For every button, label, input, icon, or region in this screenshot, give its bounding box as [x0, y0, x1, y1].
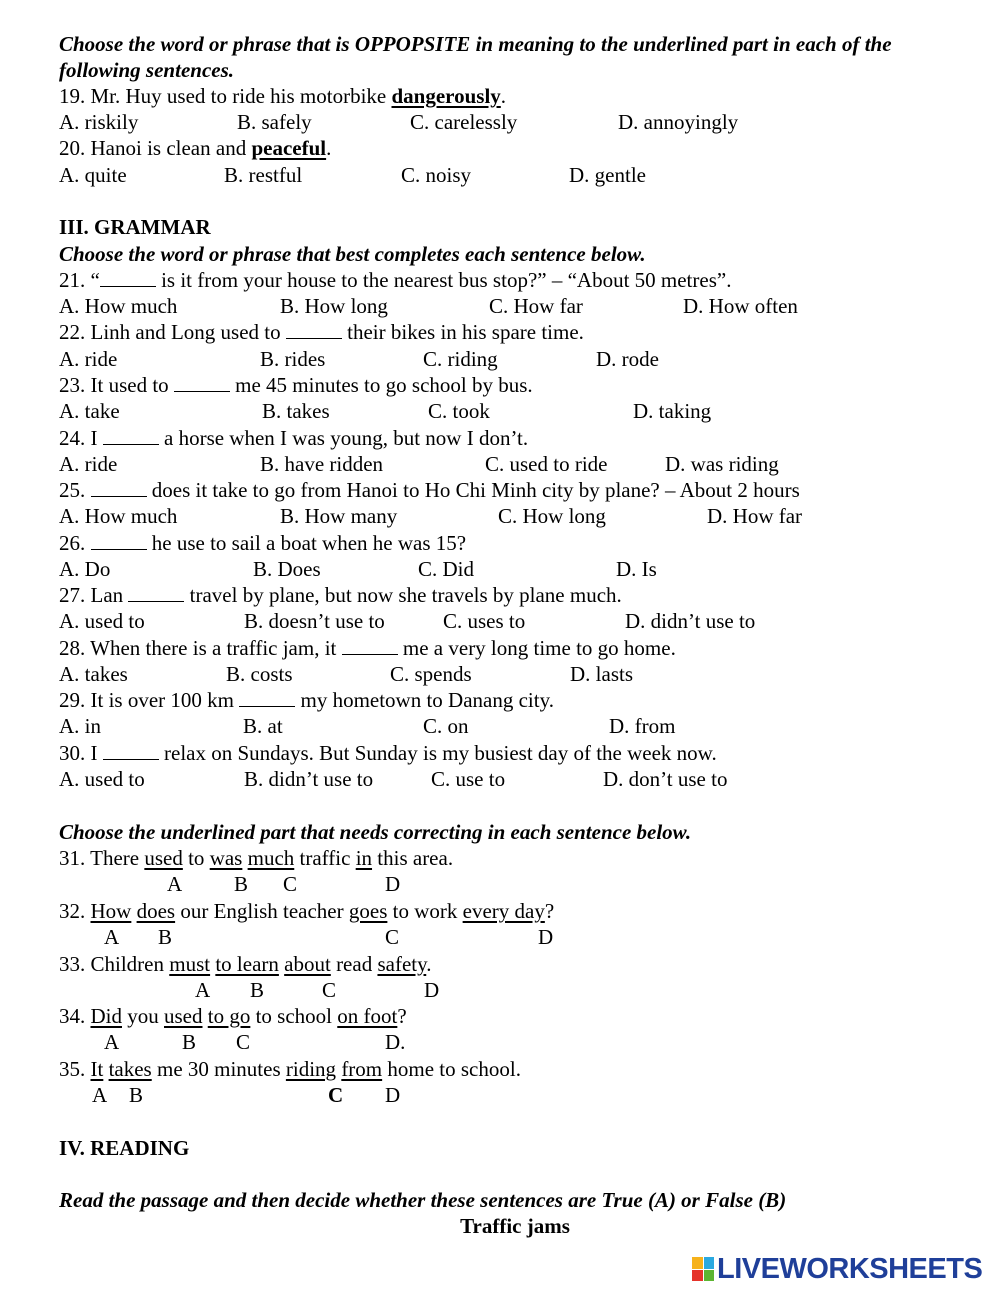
liveworksheets-logo	[692, 1254, 988, 1284]
q33-label-c: C	[322, 978, 337, 1002]
q32-label-d: D	[538, 925, 554, 949]
q25-option-d[interactable]: D. How far	[707, 504, 803, 528]
instruction-opposite: Choose the word or phrase that is OPPOPSITE in meaning to the underlined part in each of the	[59, 32, 892, 56]
q23-option-c[interactable]: C. took	[428, 399, 490, 423]
reading-heading: IV. READING	[59, 1136, 190, 1160]
question-20: 20. Hanoi is clean and peaceful.	[59, 136, 332, 160]
part-d[interactable]: on foot	[337, 1004, 398, 1028]
q19-option-c[interactable]: C. carelessly	[410, 110, 518, 134]
q27-option-b[interactable]: B. doesn’t use to	[244, 609, 385, 633]
q33-label-b: B	[250, 978, 265, 1002]
question-26: 26. he use to sail a boat when he was 15?	[59, 531, 467, 555]
instruction-grammar: Choose the word or phrase that best completes each sentence below.	[59, 242, 646, 266]
q30-option-b[interactable]: B. didn’t use to	[244, 767, 374, 791]
q33-label-d: D	[424, 978, 440, 1002]
q20-option-a[interactable]: A. quite	[59, 163, 127, 187]
q19-option-b[interactable]: B. safely	[237, 110, 312, 134]
part-b[interactable]: takes	[108, 1057, 152, 1081]
question-23: 23. It used to me 45 minutes to go school by bus.	[59, 373, 533, 397]
q35-label-c: C	[328, 1083, 344, 1107]
part-c[interactable]: about	[284, 952, 331, 976]
part-b[interactable]: was	[209, 846, 243, 870]
part-b[interactable]: used	[164, 1004, 203, 1028]
question-33: 33. Children must to learn about read safety.	[59, 952, 432, 976]
question-22: 22. Linh and Long used to their bikes in his spare time.	[59, 320, 584, 344]
q31-label-c: C	[283, 872, 298, 896]
answer-blank[interactable]	[128, 583, 184, 602]
q30-option-a[interactable]: A. used to	[59, 767, 145, 791]
q27-option-a[interactable]: A. used to	[59, 609, 145, 633]
answer-blank[interactable]	[239, 688, 295, 707]
part-d[interactable]: safety	[377, 952, 427, 976]
q24-option-a[interactable]: A. ride	[59, 452, 118, 476]
q19-option-a[interactable]: A. riskily	[59, 110, 139, 134]
q27-option-d[interactable]: D. didn’t use to	[625, 609, 756, 633]
part-c[interactable]: riding	[285, 1057, 337, 1081]
question-32: 32. How does our English teacher goes to work every day?	[59, 899, 555, 923]
q22-option-a[interactable]: A. ride	[59, 347, 118, 371]
liveworksheets-logo-icon	[692, 1257, 714, 1281]
q29-option-b[interactable]: B. at	[243, 714, 283, 738]
q23-option-d[interactable]: D. taking	[633, 399, 712, 423]
q26-option-c[interactable]: C. Did	[418, 557, 475, 581]
grammar-heading: III. GRAMMAR	[59, 215, 211, 239]
q19-option-d[interactable]: D. annoyingly	[618, 110, 739, 134]
part-c[interactable]: much	[247, 846, 295, 870]
answer-blank[interactable]	[91, 478, 147, 497]
q31-label-d: D	[385, 872, 401, 896]
part-a[interactable]: How	[90, 899, 132, 923]
q35-label-d: D	[385, 1083, 401, 1107]
part-a[interactable]: used	[144, 846, 183, 870]
q32-label-b: B	[158, 925, 173, 949]
q24-option-d[interactable]: D. was riding	[665, 452, 779, 476]
q26-option-a[interactable]: A. Do	[59, 557, 111, 581]
q29-option-d[interactable]: D. from	[609, 714, 676, 738]
q35-label-a: A	[92, 1083, 108, 1107]
q31-label-b: B	[234, 872, 249, 896]
q22-option-c[interactable]: C. riding	[423, 347, 498, 371]
question-21: 21. “ is it from your house to the nearest bus stop?” – “About 50 metres”.	[59, 268, 732, 292]
liveworksheets-logo-text: LIVEWORKSHEETS	[717, 1253, 983, 1285]
part-d[interactable]: every day	[462, 899, 545, 923]
q35-label-b: B	[129, 1083, 144, 1107]
part-a[interactable]: must	[169, 952, 211, 976]
answer-blank[interactable]	[100, 268, 156, 287]
answer-blank[interactable]	[103, 426, 159, 445]
q33-label-a: A	[195, 978, 211, 1002]
keyword-peaceful: peaceful	[251, 136, 327, 160]
q26-option-b[interactable]: B. Does	[253, 557, 321, 581]
part-c[interactable]: goes	[348, 899, 388, 923]
q20-option-c[interactable]: C. noisy	[401, 163, 472, 187]
q22-option-d[interactable]: D. rode	[596, 347, 659, 371]
q25-option-b[interactable]: B. How many	[280, 504, 398, 528]
q26-option-d[interactable]: D. Is	[616, 557, 657, 581]
q20-option-b[interactable]: B. restful	[224, 163, 303, 187]
q21-option-d[interactable]: D. How often	[683, 294, 798, 318]
question-31: 31. There used to was much traffic in this area.	[59, 846, 454, 870]
q22-option-b[interactable]: B. rides	[260, 347, 326, 371]
q25-option-a[interactable]: A. How much	[59, 504, 178, 528]
keyword-dangerously: dangerously	[391, 84, 501, 108]
q20-option-d[interactable]: D. gentle	[569, 163, 646, 187]
question-19: 19. Mr. Huy used to ride his motorbike dangerously.	[59, 84, 507, 108]
q24-option-c[interactable]: C. used to ride	[485, 452, 608, 476]
q28-option-d[interactable]: D. lasts	[570, 662, 633, 686]
q34-label-c: C	[236, 1030, 251, 1054]
passage-title: Traffic jams	[460, 1214, 570, 1238]
q29-option-a[interactable]: A. in	[59, 714, 101, 738]
q30-option-d[interactable]: D. don’t use to	[603, 767, 728, 791]
q30-option-c[interactable]: C. use to	[431, 767, 506, 791]
instruction-correct: Choose the underlined part that needs correcting in each sentence below.	[59, 820, 692, 844]
answer-blank[interactable]	[91, 531, 147, 550]
part-b[interactable]: does	[136, 899, 176, 923]
q21-option-a[interactable]: A. How much	[59, 294, 178, 318]
q34-label-b: B	[182, 1030, 197, 1054]
q32-label-a: A	[104, 925, 120, 949]
answer-blank[interactable]	[286, 320, 342, 339]
question-30: 30. I relax on Sundays. But Sunday is my busiest day of the week now.	[59, 741, 717, 765]
q28-option-a[interactable]: A. takes	[59, 662, 128, 686]
q31-label-a: A	[167, 872, 183, 896]
part-a[interactable]: It	[90, 1057, 104, 1081]
q34-label-d: D.	[385, 1030, 406, 1054]
q27-option-c[interactable]: C. uses to	[443, 609, 526, 633]
q32-label-c: C	[385, 925, 400, 949]
instruction-opposite-cont: following sentences.	[59, 58, 235, 82]
q28-option-b[interactable]: B. costs	[226, 662, 293, 686]
q21-option-c[interactable]: C. How far	[489, 294, 583, 318]
part-b[interactable]: to learn	[215, 952, 279, 976]
part-c[interactable]: to go	[207, 1004, 251, 1028]
answer-blank[interactable]	[342, 636, 398, 655]
question-25: 25. does it take to go from Hanoi to Ho Chi Minh city by plane? – About 2 hours	[59, 478, 800, 502]
q29-option-c[interactable]: C. on	[423, 714, 469, 738]
question-35: 35. It takes me 30 minutes riding from home to school.	[59, 1057, 521, 1081]
question-24: 24. I a horse when I was young, but now I don’t.	[59, 426, 529, 450]
q21-option-b[interactable]: B. How long	[280, 294, 388, 318]
question-28: 28. When there is a traffic jam, it me a very long time to go home.	[59, 636, 676, 660]
q23-option-a[interactable]: A. take	[59, 399, 120, 423]
part-d[interactable]: from	[341, 1057, 383, 1081]
question-29: 29. It is over 100 km my hometown to Danang city.	[59, 688, 554, 712]
answer-blank[interactable]	[174, 373, 230, 392]
question-34: 34. Did you used to go to school on foot?	[59, 1004, 407, 1028]
answer-blank[interactable]	[103, 741, 159, 760]
q25-option-c[interactable]: C. How long	[498, 504, 606, 528]
q34-label-a: A	[104, 1030, 120, 1054]
q28-option-c[interactable]: C. spends	[390, 662, 472, 686]
question-27: 27. Lan travel by plane, but now she travels by plane much.	[59, 583, 622, 607]
q24-option-b[interactable]: B. have ridden	[260, 452, 384, 476]
part-a[interactable]: Did	[90, 1004, 122, 1028]
part-d[interactable]: in	[355, 846, 373, 870]
q23-option-b[interactable]: B. takes	[262, 399, 330, 423]
instruction-reading: Read the passage and then decide whether these sentences are True (A) or False (B)	[59, 1188, 787, 1212]
